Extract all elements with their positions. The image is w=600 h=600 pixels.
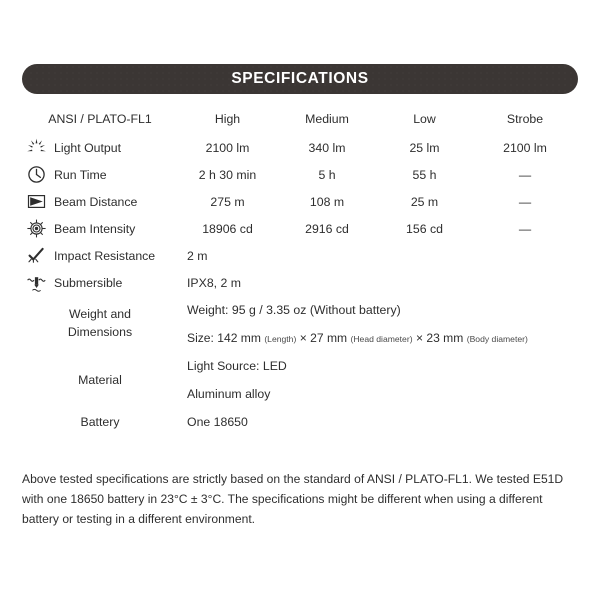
header-standard: ANSI / PLATO-FL1	[48, 112, 152, 126]
table-row	[22, 352, 578, 380]
cell-beam-distance-low: 25 m	[410, 194, 439, 209]
table-header-row	[22, 104, 578, 134]
cell-run-time-medium: 5 h	[318, 167, 336, 182]
cell-material-body: Aluminum alloy	[187, 387, 271, 401]
table-row	[22, 242, 578, 269]
size-prefix: Size: 142 mm	[187, 331, 261, 345]
weight-dimensions-label-line2: Dimensions	[67, 325, 133, 339]
row-label-text: Beam Distance	[54, 194, 138, 209]
size-note-length: (Length)	[264, 334, 297, 344]
cell-battery-value: One 18650	[187, 415, 248, 429]
row-label-text: Submersible	[54, 275, 123, 290]
row-label-impact-resistance	[22, 242, 178, 269]
cell-run-time-low: 55 h	[412, 167, 437, 182]
weight-dimensions-label-line1: Weight and	[69, 307, 131, 322]
impact-resistance-icon	[26, 245, 47, 266]
row-label-weight-dimensions	[22, 296, 178, 352]
cell-impact-resistance-value: 2 m	[187, 248, 208, 263]
header-mode-high: High	[214, 112, 241, 126]
table-row	[22, 296, 578, 324]
header-mode-strobe: Strobe	[506, 112, 544, 126]
row-label-submersible	[22, 269, 178, 296]
cell-weight-value: Weight: 95 g / 3.35 oz (Without battery)	[187, 303, 401, 317]
size-note-head-diameter: (Head diameter)	[350, 334, 413, 344]
size-mid-head: × 27 mm	[299, 331, 348, 345]
submersible-icon	[26, 272, 47, 293]
cell-run-time-strobe: —	[518, 167, 532, 182]
header-mode-medium: Medium	[305, 112, 349, 126]
beam-distance-icon	[26, 191, 47, 212]
cell-beam-intensity-strobe: —	[518, 221, 532, 236]
row-label-text: Beam Intensity	[54, 221, 136, 236]
header-mode-low: Low	[413, 112, 436, 126]
table-row	[22, 215, 578, 242]
page-title: SPECIFICATIONS	[231, 70, 369, 87]
cell-size-value	[178, 324, 578, 352]
row-label-material: Material	[78, 373, 122, 387]
specifications-banner	[22, 64, 578, 94]
row-label-light-output	[22, 134, 178, 161]
table-row	[22, 269, 578, 296]
row-label-text: Impact Resistance	[54, 248, 156, 263]
specifications-table	[22, 104, 578, 436]
row-label-text: Light Output	[54, 140, 121, 155]
size-note-body-diameter: (Body diameter)	[466, 334, 528, 344]
row-label-beam-intensity	[22, 215, 178, 242]
cell-run-time-high: 2 h 30 min	[198, 167, 257, 182]
cell-beam-distance-medium: 108 m	[309, 194, 345, 209]
cell-beam-distance-high: 275 m	[210, 194, 245, 209]
cell-submersible-value: IPX8, 2 m	[187, 275, 241, 290]
row-label-run-time	[22, 161, 178, 188]
clock-icon	[26, 164, 47, 185]
cell-beam-intensity-high: 18906 cd	[202, 221, 253, 236]
table-row	[22, 161, 578, 188]
beam-intensity-icon	[26, 218, 47, 239]
cell-light-output-medium: 340 lm	[308, 140, 346, 155]
row-label-beam-distance	[22, 188, 178, 215]
cell-light-output-strobe: 2100 lm	[503, 140, 547, 155]
row-label-text: Run Time	[54, 167, 107, 182]
footnote-text: Above tested specifications are strictly based on the standard of ANSI / PLATO-FL1. We tested E51D with one 18650 battery in 23°C ± 3°C. The specifications might be different when using a different battery or testing in a different environment.	[22, 472, 564, 526]
row-label-battery: Battery	[80, 415, 120, 429]
cell-light-output-high: 2100 lm	[205, 140, 250, 155]
table-row	[22, 188, 578, 215]
table-row	[22, 408, 578, 436]
cell-beam-intensity-medium: 2916 cd	[305, 221, 349, 236]
table-row	[22, 134, 578, 161]
cell-light-output-low: 25 lm	[409, 140, 440, 155]
cell-material-light-source: Light Source: LED	[187, 359, 287, 373]
size-mid-body: × 23 mm	[415, 331, 464, 345]
cell-beam-distance-strobe: —	[518, 194, 532, 209]
cell-beam-intensity-low: 156 cd	[406, 221, 443, 236]
light-output-icon	[26, 137, 47, 158]
